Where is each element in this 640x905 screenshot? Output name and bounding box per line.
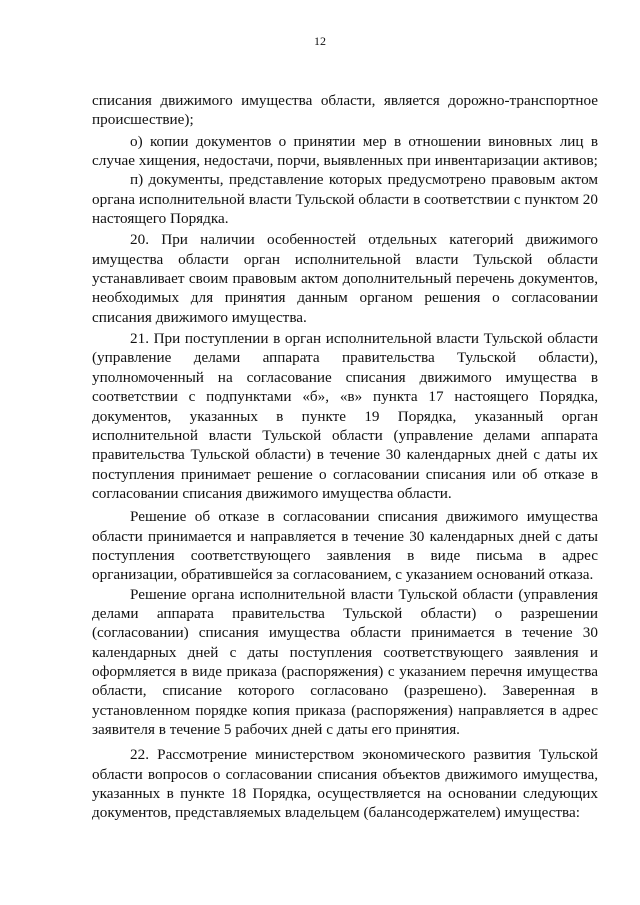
paragraph-clause-20: 20. При наличии особенностей отдельных категорий движимого имущества области орган исполнительной власти Тульской области устанавливает своим правовым актом дополнительный перечень документов, необходимых для принятия данным органом решения о согласовании списания движимого имущества.: [92, 231, 598, 326]
document-body: [92, 91, 598, 823]
paragraph-clause-21: 21. При поступлении в орган исполнительной власти Тульской области (управление делами аппарата правительства Тульской области), уполномоченный на согласование списания движимого имущества в соответствии с подпунктами «б», «в» пункта 17 настоящего Порядка, документов, указанных в пункте 19 Порядка, указанный орган исполнительной власти Тульской области (управление делами аппарата правительства Тульской области) в течение 30 календарных дней с даты их поступления принимает решение о согласовании списания или об отказе в согласовании списания движимого имущества области.: [92, 330, 598, 502]
paragraph-approval-decision: Решение органа исполнительной власти Тульской области (управления делами аппарата правительства Тульской области) о разрешении (согласовании) списания имущества области принимается в течение 30 календарных дней с даты поступления соответствующего заявления и оформляется в виде приказа (распоряжения) с указанием перечня имущества области, списание которого согласовано (разрешено). Заверенная в установленном порядке копия приказа (распоряжения) направляется в адрес заявителя в течение 5 рабочих дней с даты его принятия.: [92, 585, 598, 738]
paragraph-continuation: списания движимого имущества области, является дорожно-транспортное происшествие);: [92, 92, 598, 129]
paragraph-item-p: п) документы, представление которых предусмотрено правовым актом органа исполнительной власти Тульской области в соответствии с пунктом 20 настоящего Порядка.: [92, 171, 598, 228]
paragraph-item-o: о) копии документов о принятии мер в отношении виновных лиц в случае хищения, недостачи, порчи, выявленных при инвентаризации активов;: [92, 132, 598, 170]
page-number: 12: [314, 34, 326, 48]
paragraph-clause-22: 22. Рассмотрение министерством экономического развития Тульской области вопросов о согласовании списания объектов движимого имущества, указанных в пункте 18 Порядка, осуществляется на основании следующих документов, представляемых владельцем (балансодержателем) имущества:: [92, 746, 598, 822]
paragraph-refusal-decision: Решение об отказе в согласовании списания движимого имущества области принимается и направляется в течение 30 календарных дней с даты поступления соответствующего заявления в виде письма в адрес организации, обратившейся за согласованием, с указанием оснований отказа.: [92, 508, 598, 584]
